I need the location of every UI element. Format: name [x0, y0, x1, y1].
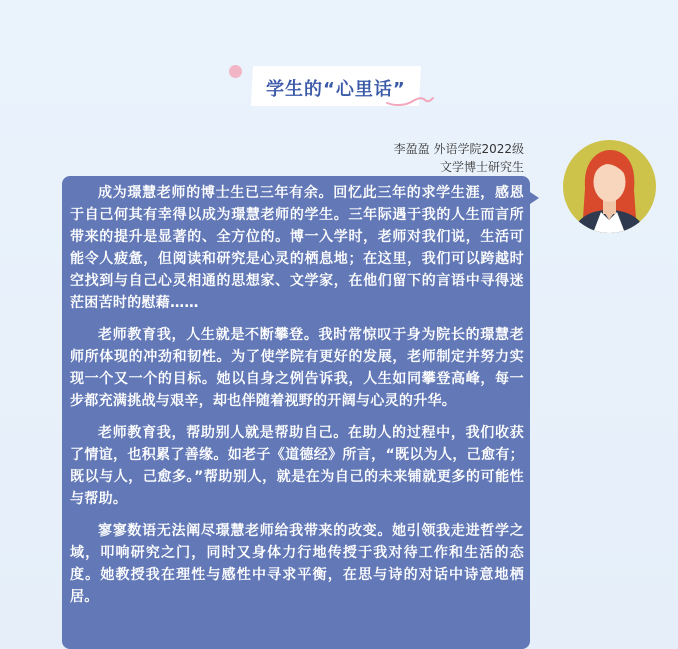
bubble-tail [530, 192, 539, 204]
female-avatar-icon [563, 140, 656, 233]
author-name-line: 李盈盈 外语学院2022级 [393, 142, 524, 156]
page-title: 学生的“心里话” [266, 79, 406, 100]
author-degree-line: 文学博士研究生 [439, 160, 524, 174]
message-paragraph: 老师教育我，人生就是不断攀登。我时常惊叹于身为院长的璟慧老师所体现的冲劲和韧性。为了使学院有更好的发展，老师制定并努力实现一个又一个的目标。她以自身之例告诉我，人生如同攀登高峰，每一步都充满挑战与艰辛，却也伴随着视野的开阔与心灵的升华。 [70, 327, 524, 409]
message-paragraph: 寥寥数语无法阐尽璟慧老师给我带来的改变。她引领我走进哲学之域，叩响研究之门，同时又身体力行地传授于我对待工作和生活的态度。她教授我在理性与感性中寻求平衡，在思与诗的对话中诗意地栖居。 [70, 523, 524, 605]
message-paragraph: 成为璟慧老师的博士生已三年有余。回忆此三年的求学生涯，感恩于自己何其有幸得以成为璟慧老师的学生。三年际遇于我的人生而言所带来的提升是显著的、全方位的。博一入学时，老师对我们说，生活可能令人疲惫，但阅读和研究是心灵的栖息地；在这里，我们可以跨越时空找到与自己心灵相通的思想家、文学家，在他们留下的言语中寻得迷茫困苦时的慰藉…… [70, 185, 524, 311]
author-info [394, 140, 524, 176]
message-bubble [62, 176, 530, 649]
decorative-dot [229, 65, 242, 78]
message-paragraph: 老师教育我，帮助别人就是帮助自己。在助人的过程中，我们收获了情谊，也积累了善缘。如老子《道德经》所言，“既以为人，己愈有；既以与人，己愈多。”帮助别人，就是在为自己的未来铺就更多的可能性与帮助。 [70, 425, 524, 507]
decorative-squiggle [385, 92, 435, 108]
